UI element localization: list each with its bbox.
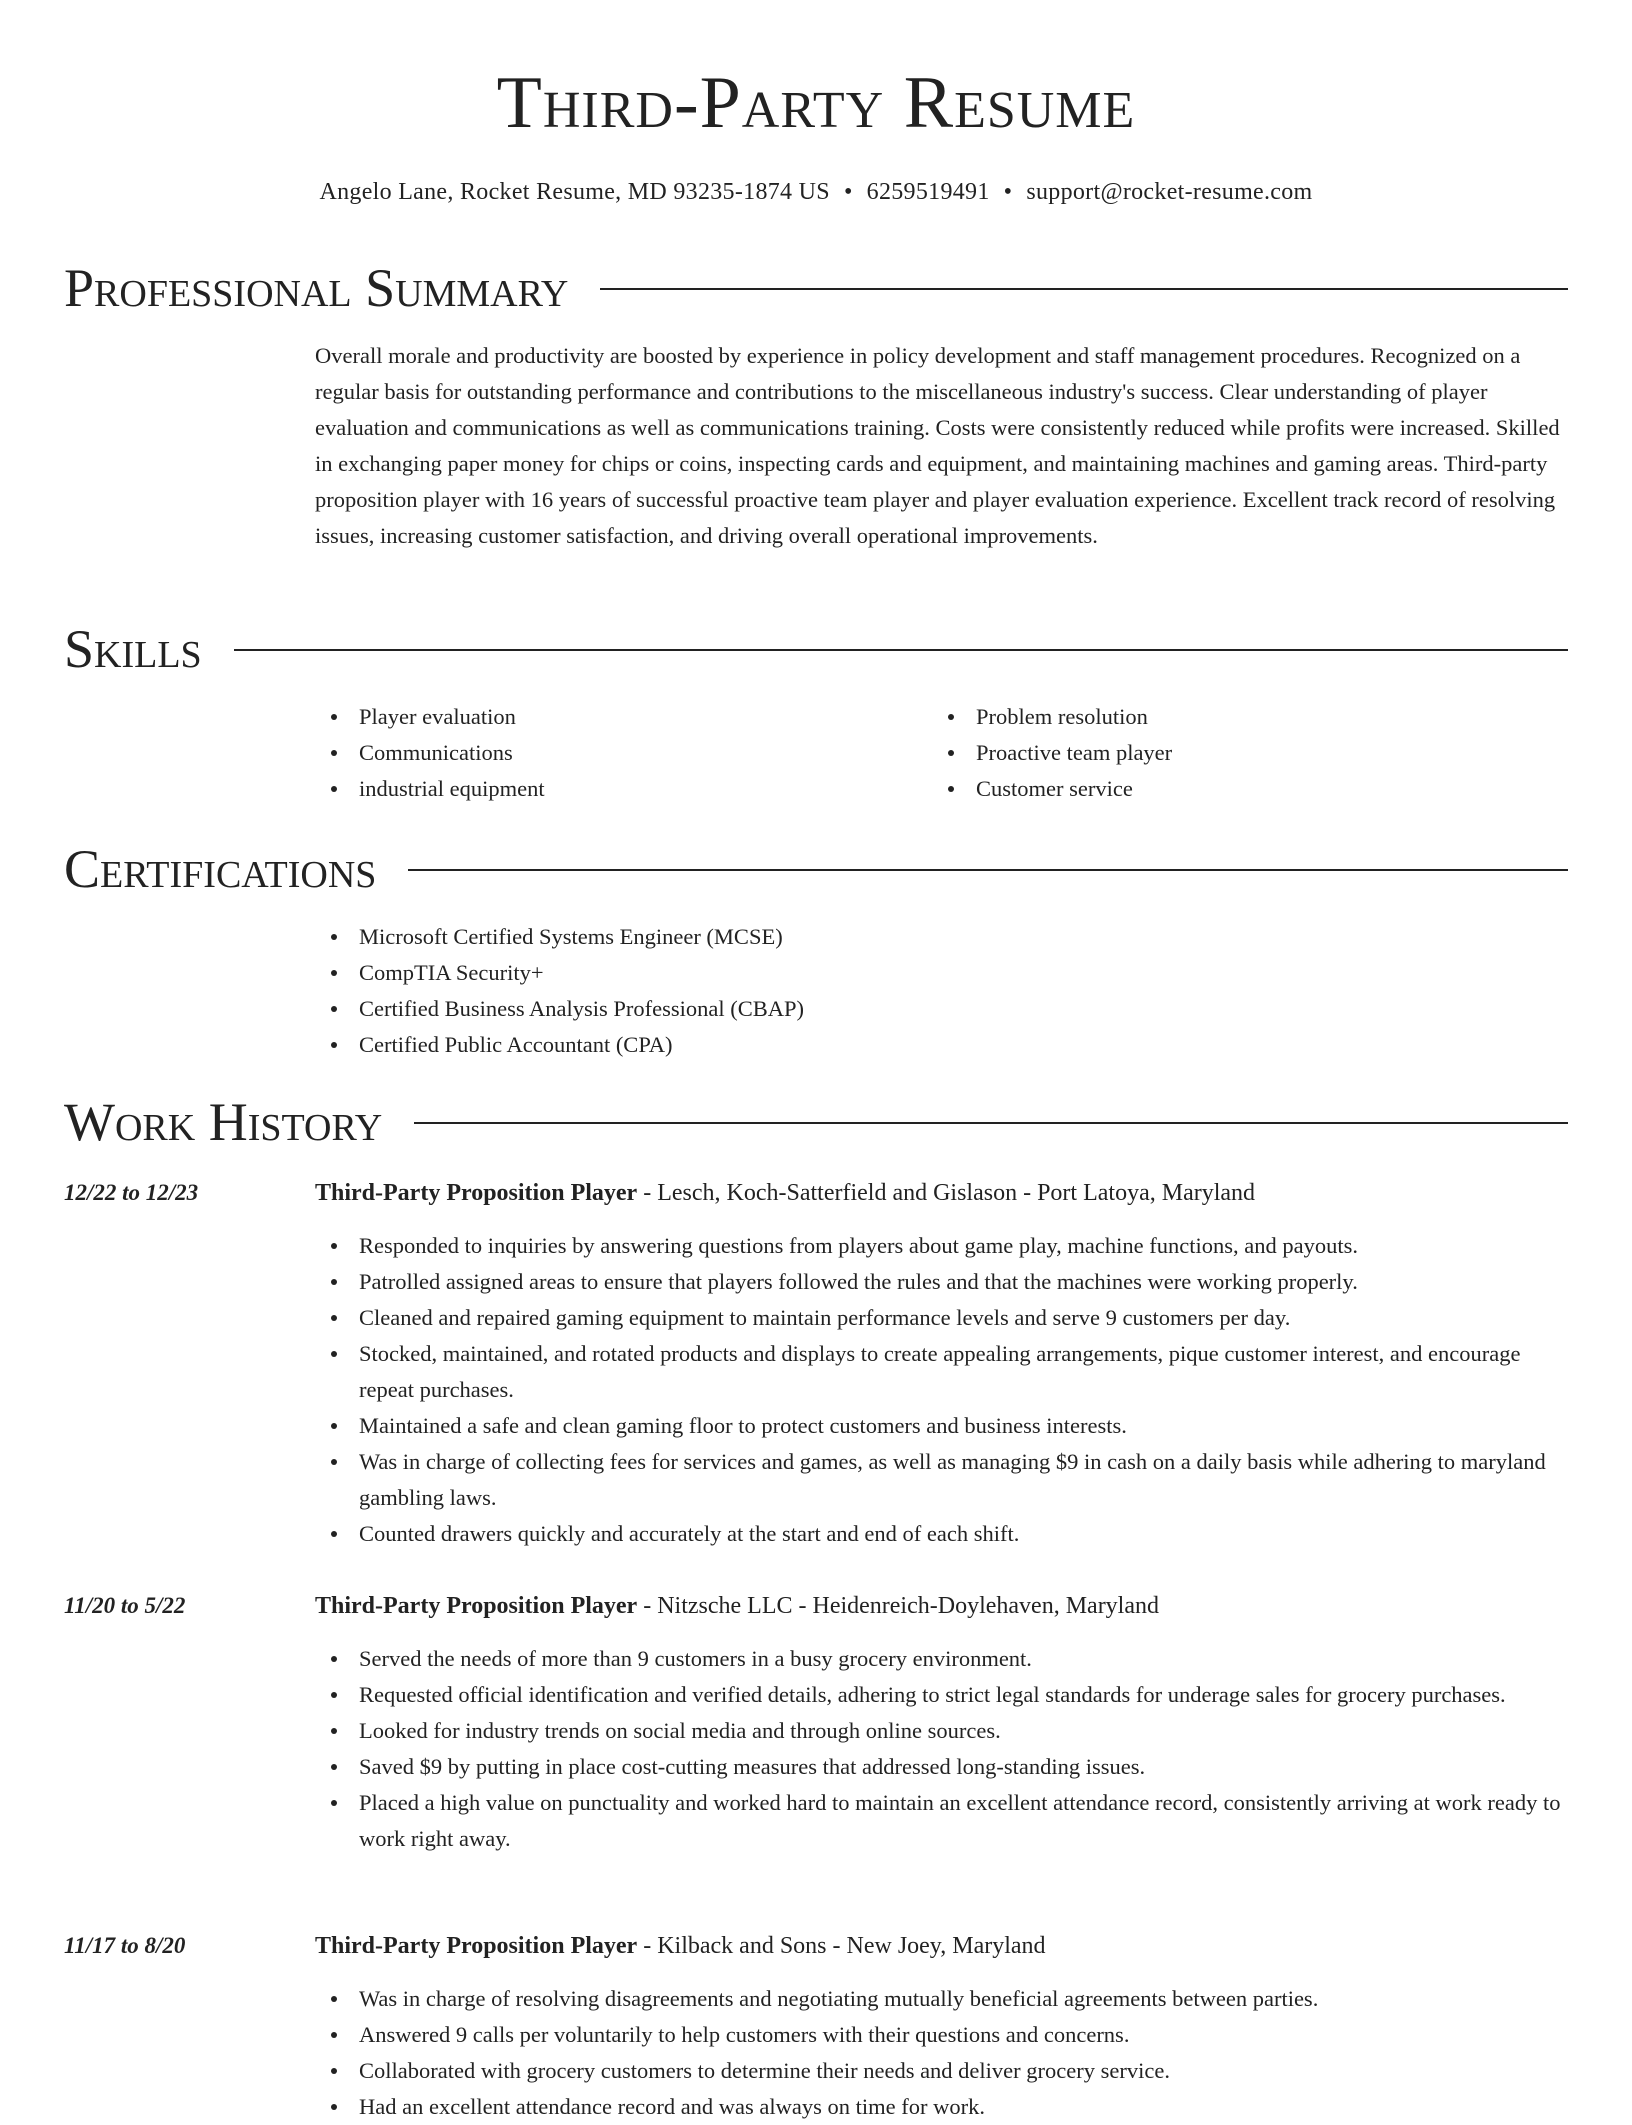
certification-item: CompTIA Security+ [315, 955, 1568, 991]
contact-phone: 6259519491 [866, 179, 990, 205]
job-bullet: Had an excellent attendance record and was always on time for work. [315, 2089, 1568, 2125]
skill-item: Customer service [932, 771, 1549, 807]
certifications-header [64, 837, 1568, 901]
contact-line [64, 174, 1568, 210]
job-bullet: Served the needs of more than 9 customers in a busy grocery environment. [315, 1641, 1568, 1677]
certification-item: Certified Public Accountant (CPA) [315, 1027, 1568, 1063]
job-bullet: Patrolled assigned areas to ensure that players followed the rules and that the machines were working properly. [315, 1264, 1568, 1300]
skill-item: Communications [315, 735, 932, 771]
summary-section [64, 256, 1568, 320]
job-employer: - Nitzsche LLC - Heidenreich-Doylehaven, Maryland [637, 1593, 1160, 1619]
skill-item: Proactive team player [932, 735, 1549, 771]
job-dates: 12/22 to 12/23 [64, 1180, 199, 1205]
contact-separator: • [843, 179, 853, 205]
job-title: Third-Party Proposition Player [315, 1933, 638, 1959]
skills-column-right [932, 699, 1549, 807]
work-history-header [64, 1090, 1568, 1154]
job-bullet: Requested official identification and verified details, adhering to strict legal standards for underage sales for grocery purchases. [315, 1677, 1568, 1713]
work-history-heading: Work History [64, 1092, 383, 1152]
contact-email: support@rocket-resume.com [1026, 179, 1313, 205]
certifications-heading: Certifications [64, 839, 377, 899]
summary-text: Overall morale and productivity are boosted by experience in policy development and staff management procedures. Recognized on a regular basis for outstanding performance and contributions to the miscellaneous industry's success. Clear understanding of player evaluation and communications as well as communications training. Costs were consistently reduced while profits were increased. Skilled in exchanging paper money for chips or coins, inspecting cards and equipment, and maintaining machines and gaming areas. Third-party proposition player with 16 years of successful proactive team player and player evaluation experience. Excellent track record of resolving issues, increasing customer satisfaction, and driving overall operational improvements. [315, 343, 1560, 548]
job-title: Third-Party Proposition Player [315, 1593, 638, 1619]
skills-heading: Skills [64, 619, 202, 679]
summary-header [64, 256, 1568, 320]
skills-header [64, 617, 1568, 681]
job-dates: 11/20 to 5/22 [64, 1593, 186, 1618]
job-bullet: Maintained a safe and clean gaming floor to protect customers and business interests. [315, 1408, 1568, 1444]
skill-item: industrial equipment [315, 771, 932, 807]
job-title: Third-Party Proposition Player [315, 1180, 638, 1206]
resume-title: Third-Party Resume [496, 62, 1136, 144]
certifications-section [64, 837, 1568, 901]
job-bullet: Looked for industry trends on social media and through online sources. [315, 1713, 1568, 1749]
job-bullets [315, 1641, 1568, 1857]
skills-section [64, 617, 1568, 681]
job-bullet: Answered 9 calls per voluntarily to help customers with their questions and concerns. [315, 2017, 1568, 2053]
section-divider [414, 1122, 1568, 1124]
job-bullet: Placed a high value on punctuality and worked hard to maintain an excellent attendance record, consistently arriving at work ready to work right away. [315, 1785, 1568, 1857]
job-bullet: Saved $9 by putting in place cost-cutting measures that addressed long-standing issues. [315, 1749, 1568, 1785]
job-dates: 11/17 to 8/20 [64, 1933, 186, 1958]
skill-item: Player evaluation [315, 699, 932, 735]
job-bullet: Responded to inquiries by answering questions from players about game play, machine functions, and payouts. [315, 1228, 1568, 1264]
contact-address: Angelo Lane, Rocket Resume, MD 93235-1874 US [319, 179, 830, 205]
job-bullet: Was in charge of resolving disagreements and negotiating mutually beneficial agreements between parties. [315, 1981, 1568, 2017]
job-bullets [315, 1981, 1568, 2125]
skill-item: Problem resolution [932, 699, 1549, 735]
job-bullet: Was in charge of collecting fees for services and games, as well as managing $9 in cash on a daily basis while adhering to maryland gambling laws. [315, 1444, 1568, 1516]
job-bullets [315, 1228, 1568, 1552]
skills-column-left [315, 699, 932, 807]
summary-heading: Professional Summary [64, 258, 569, 318]
certifications-list [315, 919, 1568, 1063]
section-divider [408, 869, 1568, 871]
job-heading [315, 1928, 1046, 1964]
contact-separator: • [1003, 179, 1013, 205]
job-heading [315, 1175, 1255, 1211]
certification-item: Microsoft Certified Systems Engineer (MCSE) [315, 919, 1568, 955]
job-heading [315, 1588, 1159, 1624]
job-bullet: Counted drawers quickly and accurately at the start and end of each shift. [315, 1516, 1568, 1552]
job-bullet: Collaborated with grocery customers to determine their needs and deliver grocery service. [315, 2053, 1568, 2089]
job-employer: - Kilback and Sons - New Joey, Maryland [637, 1933, 1046, 1959]
certification-item: Certified Business Analysis Professional (CBAP) [315, 991, 1568, 1027]
section-divider [234, 649, 1568, 651]
job-employer: - Lesch, Koch-Satterfield and Gislason - Port Latoya, Maryland [637, 1180, 1256, 1206]
job-bullet: Cleaned and repaired gaming equipment to maintain performance levels and serve 9 customers per day. [315, 1300, 1568, 1336]
skills-list [315, 699, 1568, 807]
section-divider [600, 288, 1568, 290]
work-history-section [64, 1090, 1568, 1154]
job-bullet: Stocked, maintained, and rotated products and displays to create appealing arrangements, pique customer interest, and encourage repeat purchases. [315, 1336, 1568, 1408]
